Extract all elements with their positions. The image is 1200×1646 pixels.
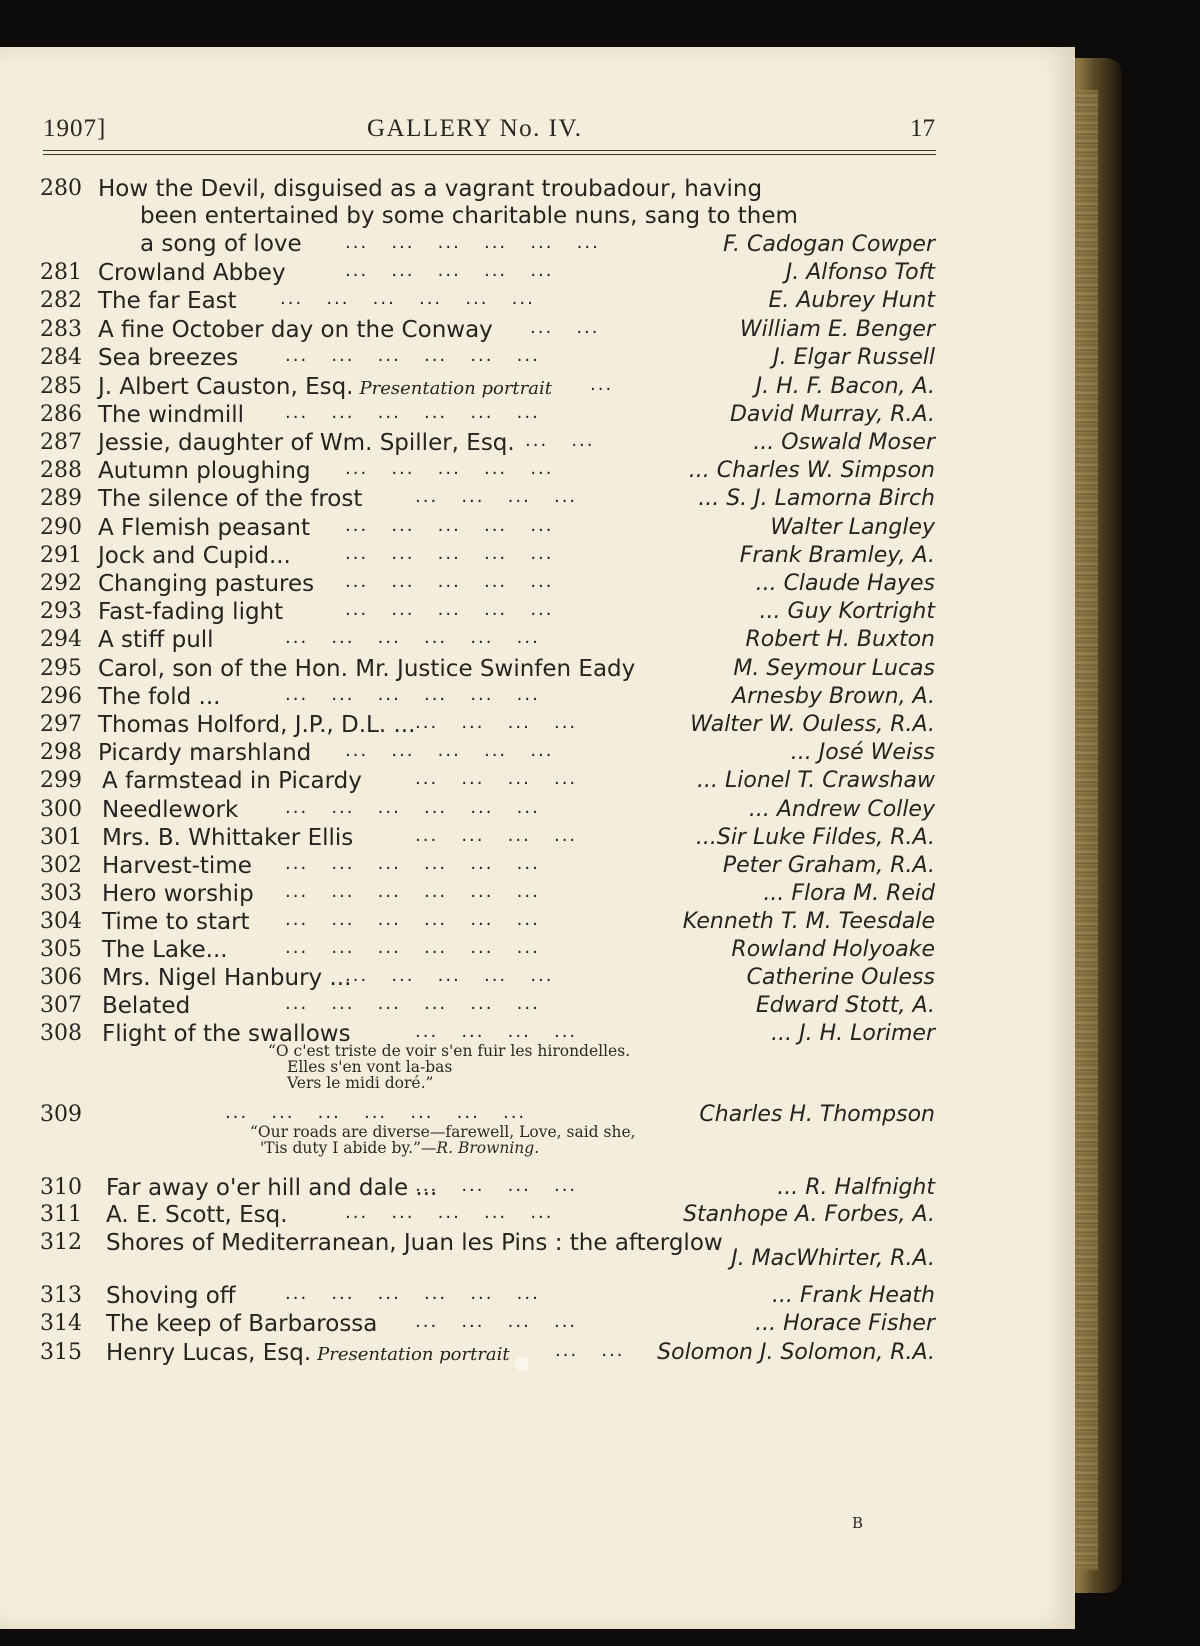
entry-row — [0, 430, 1075, 460]
entry-number: 297 — [40, 712, 82, 737]
entry-title — [106, 1283, 236, 1309]
entry-title — [98, 317, 493, 343]
leader-dots: ... ... ... ... — [415, 712, 578, 733]
entry-row — [0, 712, 1075, 742]
entry-title-text: Changing pastures — [98, 571, 315, 597]
header-title: GALLERY No. IV. — [367, 115, 583, 142]
entry-row — [0, 458, 1075, 488]
entry-number: 282 — [40, 288, 82, 313]
entry-title-text: Time to start — [102, 909, 250, 935]
entry-number: 284 — [40, 345, 82, 370]
leader-dots: ... ... — [525, 430, 595, 451]
leader-dots: ... ... ... ... ... — [345, 515, 554, 536]
entry-number: 281 — [40, 260, 82, 285]
entry-row — [0, 740, 1075, 770]
entry-artist: Solomon J. Solomon, R.A. — [657, 1340, 935, 1365]
entry-title — [106, 1340, 510, 1366]
entry-number: 310 — [40, 1175, 82, 1200]
leader-dots: ... ... ... ... ... ... — [285, 853, 540, 874]
entry-title — [98, 656, 635, 682]
quote-308 — [268, 1043, 630, 1091]
entry-title — [102, 909, 250, 935]
leader-dots: ... ... ... ... ... ... — [280, 288, 535, 309]
entry-artist: J. Alfonso Toft — [785, 260, 935, 285]
entry-title-text: A stiff pull — [98, 627, 214, 653]
entry-number: 301 — [40, 825, 82, 850]
entry-number: 283 — [40, 317, 82, 342]
entry-artist: Walter Langley — [770, 515, 935, 540]
entry-title — [98, 740, 311, 766]
entry-artist: ...Sir Luke Fildes, R.A. — [695, 825, 935, 850]
entry-artist: ... Frank Heath — [772, 1283, 935, 1308]
entry-artist: Edward Stott, A. — [755, 993, 935, 1018]
entry-row — [0, 797, 1075, 827]
entry-number: 303 — [40, 881, 82, 906]
entry-row — [0, 599, 1075, 629]
entry-title — [98, 288, 237, 314]
entry-title — [102, 937, 228, 963]
entry-title — [106, 1175, 437, 1201]
entry-artist: Kenneth T. M. Teesdale — [682, 909, 935, 934]
leader-dots: ... ... ... ... — [415, 1021, 578, 1042]
leader-dots: ... ... ... ... — [415, 768, 578, 789]
leader-dots: ... — [590, 374, 614, 395]
entry-title-text: Mrs. Nigel Hanbury ... — [102, 965, 352, 991]
entry-title-text: Flight of the swallows — [102, 1021, 351, 1047]
entry-title — [102, 825, 353, 851]
entry-title — [98, 260, 286, 286]
entry-number: 285 — [40, 374, 82, 399]
entry-number: 286 — [40, 402, 82, 427]
entry-number: 300 — [40, 797, 82, 822]
entry-number: 312 — [40, 1230, 82, 1255]
entry-artist: ... Guy Kortright — [759, 599, 935, 624]
entry-title — [98, 515, 310, 541]
entry-title-text: Fast-fading light — [98, 599, 284, 625]
entry-title-text: Mrs. B. Whittaker Ellis — [102, 825, 354, 851]
entry-title-text: A fine October day on the Conway — [98, 317, 493, 343]
entry-artist: ... Charles W. Simpson — [688, 458, 935, 483]
entry-row — [0, 768, 1075, 798]
entry-title — [102, 853, 252, 879]
entry-number: 314 — [40, 1311, 82, 1336]
leader-dots: ... ... ... ... — [415, 1311, 578, 1332]
page — [0, 47, 1075, 1629]
header-year: 1907] — [43, 115, 107, 142]
entry-row — [0, 402, 1075, 432]
entry-title — [102, 881, 254, 907]
entry-title — [98, 176, 762, 202]
entry-title-text: Shores of Mediterranean, Juan les Pins : the afterglow — [106, 1230, 723, 1256]
entry-number: 298 — [40, 740, 82, 765]
entry-title-text: The keep of Barbarossa — [106, 1311, 378, 1337]
entry-title-text: The windmill — [98, 402, 245, 428]
running-header — [0, 115, 1075, 155]
entry-title — [98, 486, 362, 512]
entry-artist: Robert H. Buxton — [745, 627, 935, 652]
entry-row — [0, 288, 1075, 318]
entry-artist: Peter Graham, R.A. — [722, 853, 935, 878]
entry-artist: ... Lionel T. Crawshaw — [697, 768, 935, 793]
entry-title — [98, 345, 238, 371]
entry-row — [0, 993, 1075, 1023]
entry-title — [98, 374, 552, 400]
paper-spot — [515, 1357, 529, 1371]
header-rule — [43, 154, 936, 155]
quote-line: Elles s'en vont la-bas — [287, 1058, 453, 1076]
entry-title-text: The Lake... — [102, 937, 228, 963]
entry-title-text: J. Albert Causton, Esq. — [98, 374, 354, 400]
entry-title — [98, 430, 515, 456]
entry-artist: Catherine Ouless — [746, 965, 935, 990]
leader-dots: ... ... ... ... ... — [345, 260, 554, 281]
entry-number: 304 — [40, 909, 82, 934]
entry-280-continuation: been entertained by some charitable nuns, sang to them — [140, 203, 798, 229]
entry-title — [102, 797, 238, 823]
entry-title-text: Carol, son of the Hon. Mr. Justice Swinfen Eady — [98, 656, 636, 682]
entry-row — [0, 515, 1075, 545]
entry-row — [0, 486, 1075, 516]
leader-dots: ... ... ... ... ... ... — [285, 345, 540, 366]
leader-dots: ... ... ... ... — [415, 825, 578, 846]
entry-number: 299 — [40, 768, 82, 793]
entry-row — [0, 1283, 1075, 1313]
header-rule — [43, 150, 936, 151]
entry-title-text: How the Devil, disguised as a vagrant troubadour, having — [98, 176, 763, 202]
entry-artist: Arnesby Brown, A. — [732, 684, 935, 709]
leader-dots: ... ... ... ... ... — [345, 571, 554, 592]
entry-artist: William E. Benger — [739, 317, 935, 342]
entry-title — [102, 993, 190, 1019]
entry-artist: J. Elgar Russell — [773, 345, 935, 370]
entry-row — [0, 825, 1075, 855]
entry-number: 313 — [40, 1283, 82, 1308]
quote-line: “O c'est triste de voir s'en fuir les hirondelles. — [268, 1042, 631, 1060]
leader-dots: ... ... ... ... ... ... — [345, 232, 600, 253]
entry-title — [106, 1202, 288, 1228]
entry-row — [0, 571, 1075, 601]
quote-line: “Our roads are diverse—farewell, Love, said she, — [250, 1123, 636, 1141]
entry-title — [98, 458, 311, 484]
quote-citation: R. Browning. — [436, 1139, 540, 1157]
entry-artist: ... S. J. Lamorna Birch — [698, 486, 935, 511]
entry-row — [0, 374, 1075, 404]
leader-dots: ... ... ... ... — [415, 486, 578, 507]
entry-title-text: A Flemish peasant — [98, 515, 310, 541]
entry-number: 289 — [40, 486, 82, 511]
entry-title-text: A. E. Scott, Esq. — [106, 1202, 288, 1228]
entry-row — [0, 345, 1075, 375]
entry-row — [0, 543, 1075, 573]
entry-artist: ... José Weiss — [790, 740, 935, 765]
entry-note: Presentation portrait — [359, 378, 552, 399]
entry-artist: ... Flora M. Reid — [763, 881, 935, 906]
entry-title-text: Thomas Holford, J.P., D.L. ... — [98, 712, 416, 738]
leader-dots: ... ... ... ... ... ... — [285, 402, 540, 423]
entry-row — [0, 965, 1075, 995]
entry-number: 296 — [40, 684, 82, 709]
entry-row — [0, 176, 1075, 206]
entry-title-text: Crowland Abbey — [98, 260, 286, 286]
entry-row — [0, 937, 1075, 967]
entry-title-text: Harvest-time — [102, 853, 252, 879]
entry-number: 305 — [40, 937, 82, 962]
entry-number: 295 — [40, 656, 82, 681]
entry-title-text: The fold ... — [98, 684, 221, 710]
leader-dots: ... ... ... ... ... — [345, 543, 554, 564]
entry-row — [0, 881, 1075, 911]
entry-artist: Frank Bramley, A. — [739, 543, 935, 568]
signature-mark: B — [852, 1514, 864, 1532]
entry-title-text: The silence of the frost — [98, 486, 363, 512]
entry-note: Presentation portrait — [317, 1344, 510, 1365]
entry-title — [102, 768, 362, 794]
entry-row — [0, 627, 1075, 657]
entry-title-text: The far East — [98, 288, 237, 314]
entry-row — [0, 684, 1075, 714]
entry-number: 308 — [40, 1021, 82, 1046]
entry-title-text: Jock and Cupid... — [98, 543, 291, 569]
entry-title — [98, 599, 283, 625]
entry-title — [102, 965, 351, 991]
leader-dots: ... ... ... ... ... — [345, 1202, 554, 1223]
entry-number: 302 — [40, 853, 82, 878]
quote-309 — [250, 1124, 636, 1156]
leader-dots: ... ... ... ... ... ... — [285, 1283, 540, 1304]
entry-280-artist: F. Cadogan Cowper — [723, 232, 935, 257]
entry-number: 290 — [40, 515, 82, 540]
entry-280-continuation: a song of love — [140, 231, 302, 257]
entry-number: 292 — [40, 571, 82, 596]
entry-title — [106, 1311, 377, 1337]
entry-artist: Stanhope A. Forbes, A. — [683, 1202, 935, 1227]
entry-title — [98, 543, 291, 569]
entry-title-text: Belated — [102, 993, 191, 1019]
entry-artist: ... Oswald Moser — [753, 430, 935, 455]
entry-number: 287 — [40, 430, 82, 455]
entry-number: 309 — [40, 1102, 82, 1127]
leader-dots: ... ... ... ... ... ... — [285, 684, 540, 705]
entry-title — [98, 627, 214, 653]
entry-number: 307 — [40, 993, 82, 1018]
quote-line: 'Tis duty I abide by.”— — [260, 1139, 437, 1157]
entry-title-text: Sea breezes — [98, 345, 239, 371]
entry-312-artist: J. MacWhirter, R.A. — [731, 1246, 935, 1271]
entry-number: 288 — [40, 458, 82, 483]
entry-title-text: Picardy marshland — [98, 740, 312, 766]
entry-title — [98, 684, 221, 710]
entry-row — [0, 1311, 1075, 1341]
entry-title-text: Jessie, daughter of Wm. Spiller, Esq. — [98, 430, 515, 456]
leader-dots: ... ... ... ... ... — [345, 458, 554, 479]
entry-280-artist-row — [0, 232, 1075, 262]
leader-dots: ... ... ... ... ... — [345, 740, 554, 761]
entry-title — [98, 571, 314, 597]
entry-title-text: Needlework — [102, 797, 239, 823]
leader-dots: ... ... — [530, 317, 600, 338]
entry-number: 294 — [40, 627, 82, 652]
entry-artist: Rowland Holyoake — [731, 937, 935, 962]
leader-dots: ... ... ... ... ... ... — [285, 909, 540, 930]
entry-row — [0, 1340, 1075, 1370]
entry-artist: ... R. Halfnight — [777, 1175, 935, 1200]
entry-artist: ... J. H. Lorimer — [771, 1021, 935, 1046]
leader-dots: ... ... ... ... ... ... — [285, 881, 540, 902]
entry-title-text: Henry Lucas, Esq. — [106, 1340, 312, 1366]
entry-number: 293 — [40, 599, 82, 624]
entry-number: 291 — [40, 543, 82, 568]
leader-dots: ... ... ... ... — [415, 1175, 578, 1196]
entry-title-text: A farmstead in Picardy — [102, 768, 362, 794]
entry-artist: J. H. F. Bacon, A. — [755, 374, 935, 399]
entry-row — [0, 656, 1075, 686]
entry-artist: Walter W. Ouless, R.A. — [690, 712, 935, 737]
entry-row — [0, 260, 1075, 290]
entry-artist: ... Horace Fisher — [755, 1311, 935, 1336]
entry-title-text: Hero worship — [102, 881, 254, 907]
entry-row — [0, 1175, 1075, 1205]
leader-dots: ... ... ... ... ... — [345, 599, 554, 620]
entry-artist: M. Seymour Lucas — [733, 656, 935, 681]
entry-artist: Charles H. Thompson — [699, 1102, 935, 1127]
entry-title-text: Shoving off — [106, 1283, 236, 1309]
leader-dots: ... ... ... ... ... ... — [285, 627, 540, 648]
leader-dots: ... ... ... ... ... ... — [285, 937, 540, 958]
entry-312-artist-row — [0, 1246, 1075, 1276]
entry-title-text: Autumn ploughing — [98, 458, 311, 484]
entry-row — [0, 909, 1075, 939]
entry-number: 315 — [40, 1340, 82, 1365]
entry-artist: ... Andrew Colley — [748, 797, 935, 822]
entry-title — [98, 402, 244, 428]
leader-dots: ... ... — [555, 1340, 625, 1361]
entry-number: 280 — [40, 176, 82, 201]
entry-title — [98, 712, 415, 738]
entry-row — [0, 317, 1075, 347]
leader-dots: ... ... ... ... ... — [345, 965, 554, 986]
entry-artist: E. Aubrey Hunt — [768, 288, 935, 313]
leader-dots: ... ... ... ... ... ... — [285, 993, 540, 1014]
leader-dots: ... ... ... ... ... ... ... — [225, 1102, 527, 1123]
entry-number: 311 — [40, 1202, 82, 1227]
entry-row — [0, 853, 1075, 883]
leader-dots: ... ... ... ... ... ... — [285, 797, 540, 818]
entry-title-text: Far away o'er hill and dale ... — [106, 1175, 438, 1201]
page-number: 17 — [910, 115, 935, 142]
entry-artist: David Murray, R.A. — [729, 402, 935, 427]
entry-artist: ... Claude Hayes — [755, 571, 935, 596]
quote-line: Vers le midi doré.” — [287, 1074, 434, 1092]
entry-number: 306 — [40, 965, 82, 990]
entry-row — [0, 1202, 1075, 1232]
